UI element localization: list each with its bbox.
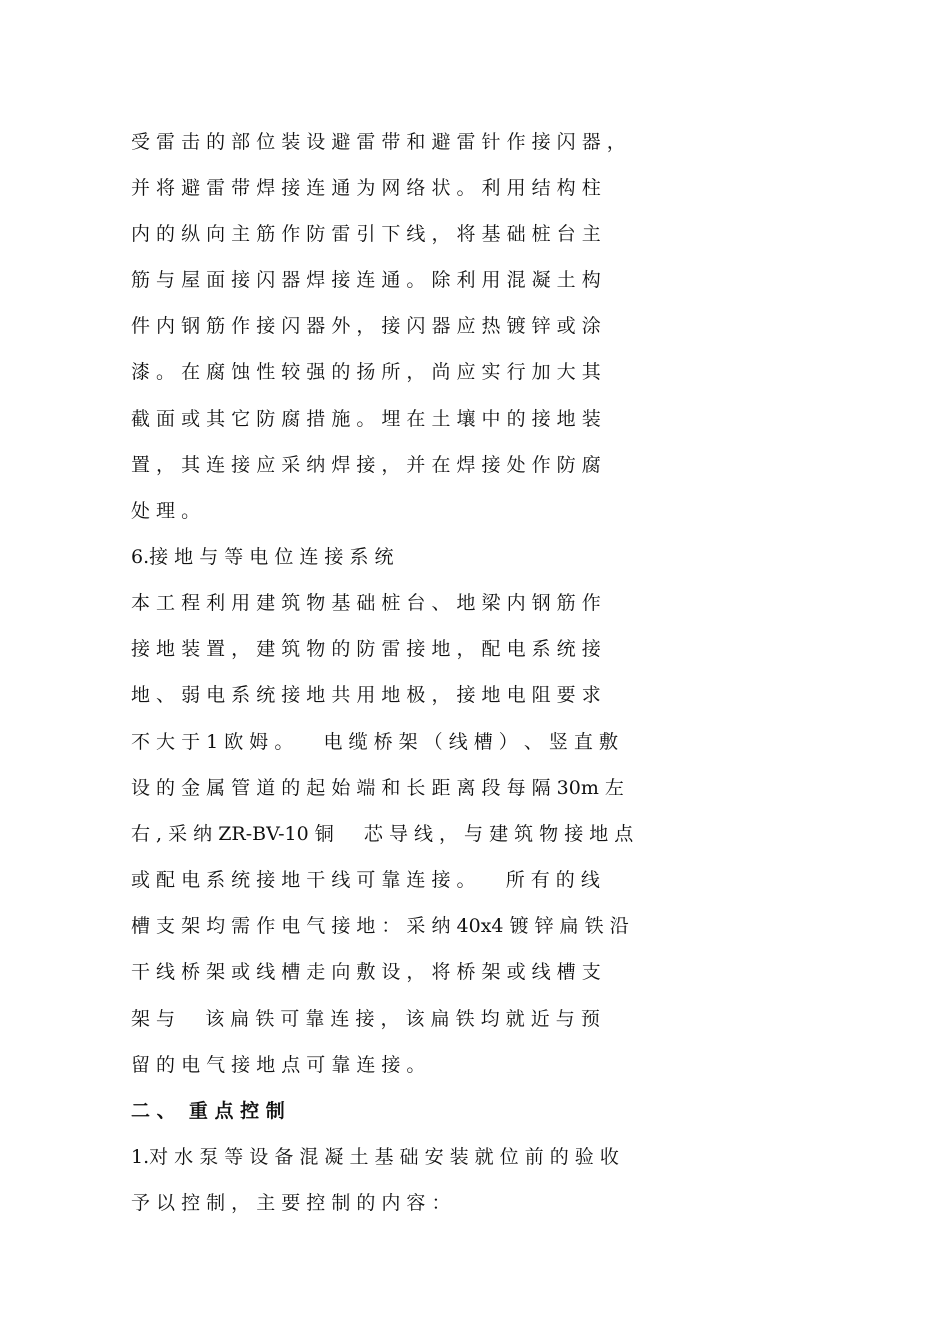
text-line: 右 , 采 纳 ZR-BV-10 铜 芯 导 线 ， 与 建 筑 物 接 地 点 <box>131 823 634 845</box>
text-line: 受 雷 击 的 部 位 装 设 避 雷 带 和 避 雷 针 作 接 闪 器 ， <box>131 131 626 153</box>
text-line: 1.对 水 泵 等 设 备 混 凝 土 基 础 安 装 就 位 前 的 验 收 <box>131 1146 619 1168</box>
text-line: 筋 与 屋 面 接 闪 器 焊 接 连 通 。 除 利 用 混 凝 土 构 <box>131 269 601 291</box>
section-heading: 6.接 地 与 等 电 位 连 接 系 统 <box>131 546 394 568</box>
text-line: 漆 。 在 腐 蚀 性 较 强 的 扬 所 ， 尚 应 实 行 加 大 其 <box>131 361 601 383</box>
text-line: 内 的 纵 向 主 筋 作 防 雷 引 下 线 ， 将 基 础 桩 台 主 <box>131 223 601 245</box>
text-line: 架 与 该 扁 铁 可 靠 连 接 ， 该 扁 铁 均 就 近 与 预 <box>131 1008 600 1030</box>
section-heading: 二 、 重 点 控 制 <box>131 1100 285 1122</box>
text-line: 槽 支 架 均 需 作 电 气 接 地 ： 采 纳 40x4 镀 锌 扁 铁 沿 <box>131 915 629 937</box>
text-line: 并 将 避 雷 带 焊 接 连 通 为 网 络 状 。 利 用 结 构 柱 <box>131 177 601 199</box>
text-line: 地 、 弱 电 系 统 接 地 共 用 地 极 ， 接 地 电 阻 要 求 <box>131 684 601 706</box>
text-line: 处 理 。 <box>131 500 201 522</box>
text-line: 接 地 装 置 ， 建 筑 物 的 防 雷 接 地 ， 配 电 系 统 接 <box>131 638 601 660</box>
text-line: 截 面 或 其 它 防 腐 措 施 。 埋 在 土 壤 中 的 接 地 装 <box>131 408 601 430</box>
text-line: 干 线 桥 架 或 线 槽 走 向 敷 设 ， 将 桥 架 或 线 槽 支 <box>131 961 601 983</box>
text-line: 予 以 控 制 ， 主 要 控 制 的 内 容 ： <box>131 1192 451 1214</box>
text-line: 或 配 电 系 统 接 地 干 线 可 靠 连 接 。 所 有 的 线 <box>131 869 600 891</box>
text-line: 件 内 钢 筋 作 接 闪 器 外 ， 接 闪 器 应 热 镀 锌 或 涂 <box>131 315 601 337</box>
text-line: 不 大 于 1 欧 姆 。 电 缆 桥 架 （ 线 槽 ） 、 竖 直 敷 <box>131 731 618 753</box>
text-line: 留 的 电 气 接 地 点 可 靠 连 接 。 <box>131 1054 426 1076</box>
text-line: 本 工 程 利 用 建 筑 物 基 础 桩 台 、 地 梁 内 钢 筋 作 <box>131 592 601 614</box>
text-line: 置 ， 其 连 接 应 采 纳 焊 接 ， 并 在 焊 接 处 作 防 腐 <box>131 454 601 476</box>
text-line: 设 的 金 属 管 道 的 起 始 端 和 长 距 离 段 每 隔 30m 左 <box>131 777 624 799</box>
